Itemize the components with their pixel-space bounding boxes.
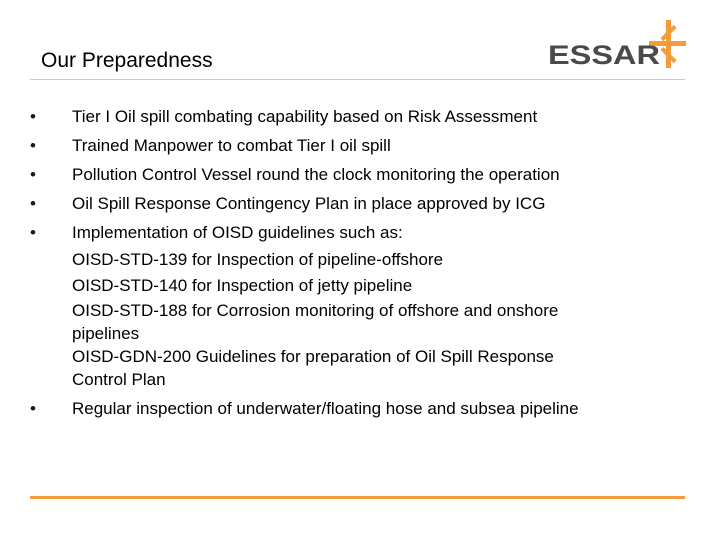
guideline-line: OISD-STD-139 for Inspection of pipeline-offshore [72,250,444,269]
guideline-line: OISD-STD-188 for Corrosion monitoring of offshore and onshore [72,301,559,320]
oisd-guideline-list [72,247,690,391]
logo-wordmark: ESSAR [548,40,660,70]
list-item [30,218,690,391]
list-item [30,160,690,189]
list-item [30,131,690,160]
bullet-marker: • [30,194,36,213]
bullet-text: Oil Spill Response Contingency Plan in place approved by ICG [72,194,546,213]
bullet-marker: • [30,223,36,242]
guideline-line: Control Plan [72,370,166,389]
bullet-marker: • [30,399,36,418]
guideline-line: OISD-STD-140 for Inspection of jetty pipeline [72,276,413,295]
bullet-marker: • [30,165,36,184]
essar-logo [546,20,686,72]
title-divider [30,79,685,80]
list-item [30,394,690,423]
bullet-text: Pollution Control Vessel round the clock monitoring the operation [72,165,560,184]
footer-accent-line [30,496,685,499]
bullet-marker: • [30,136,36,155]
bullet-marker: • [30,107,36,126]
guideline-line: pipelines [72,324,140,343]
list-item [30,189,690,218]
bullet-list [30,102,690,423]
bullet-text: Implementation of OISD guidelines such as: [72,223,403,242]
bullet-text: Regular inspection of underwater/floating hose and subsea pipeline [72,399,579,418]
list-item [30,102,690,131]
guideline-line: OISD-GDN-200 Guidelines for preparation of Oil Spill Response [72,347,554,366]
bullet-text: Tier I Oil spill combating capability based on Risk Assessment [72,107,538,126]
slide-title: Our Preparedness [41,49,213,72]
bullet-text: Trained Manpower to combat Tier I oil spill [72,136,391,155]
